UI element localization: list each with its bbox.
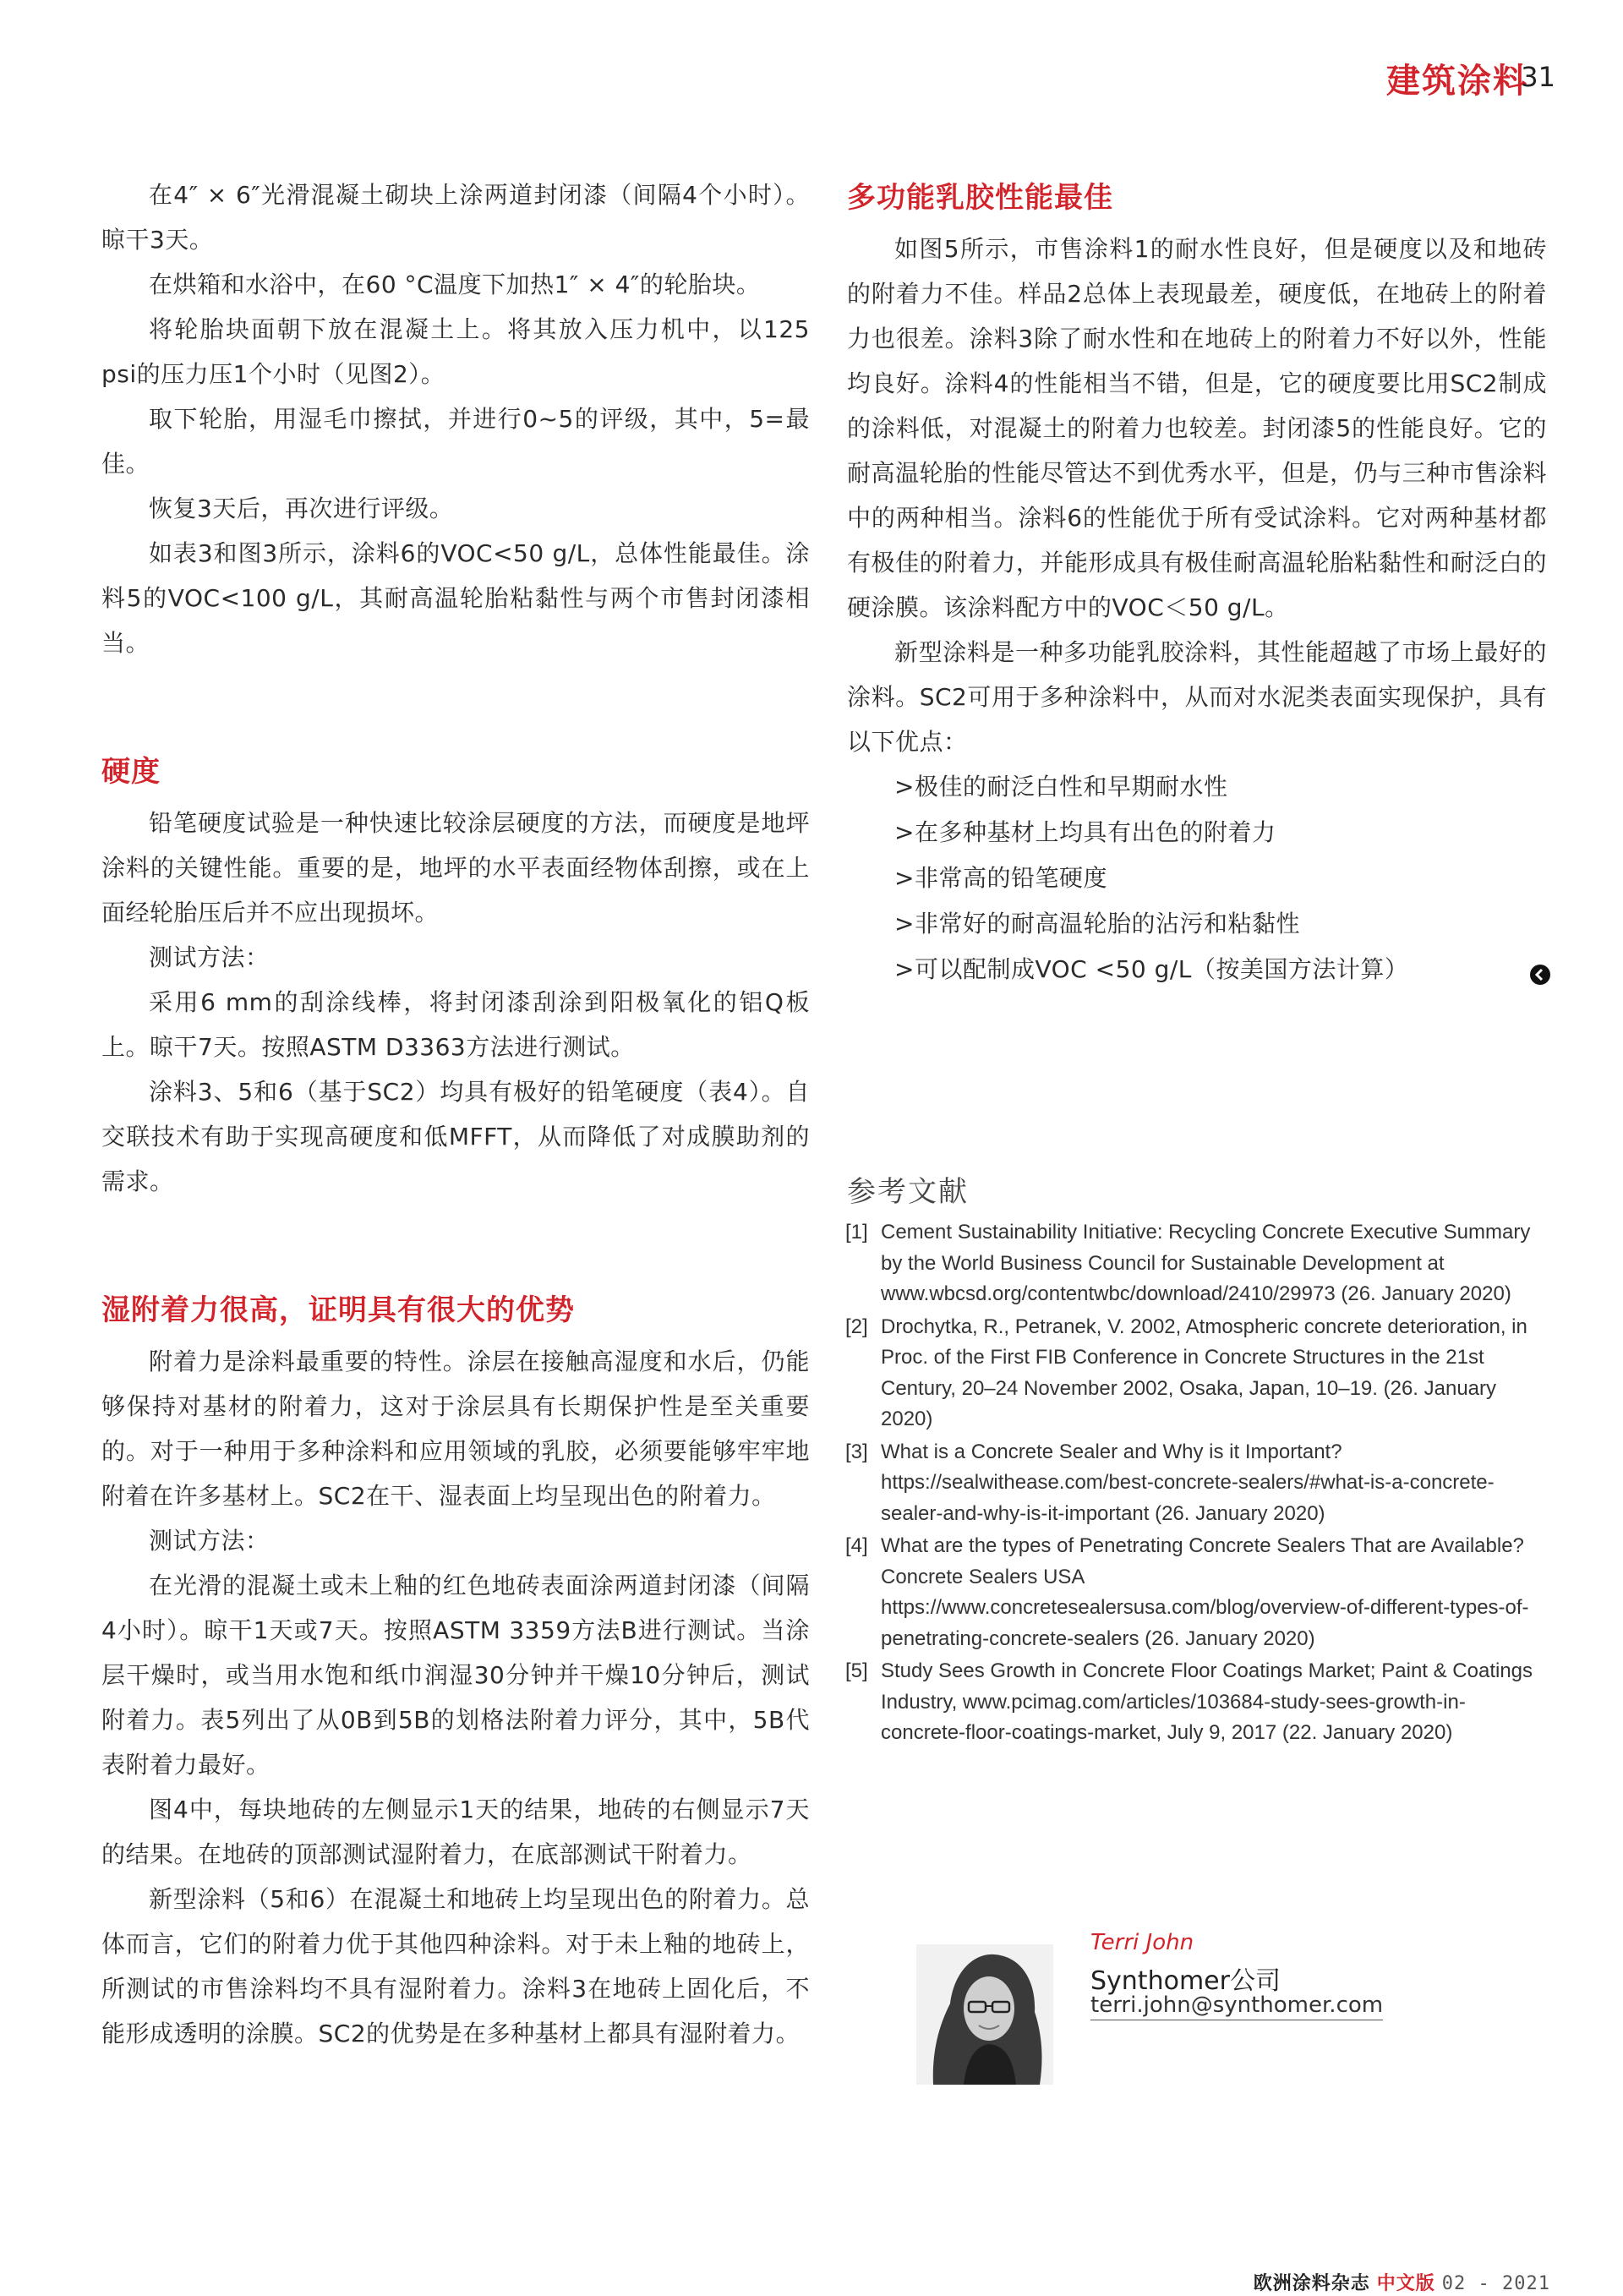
author-name: Terri John — [1090, 1930, 1194, 1955]
issue-number: 02 - 2021 — [1441, 2273, 1550, 2294]
reference-text: Cement Sustainability Initiative: Recycling Concrete Executive Summary by the World Business Council for Sustainable Development at www.wbcsd.org/contentwbc/download/2410/29973 (26. January 2020) — [881, 1221, 1531, 1305]
reference-number: [5] — [845, 1659, 868, 1682]
hardness-paragraph: 涂料3、5和6（基于SC2）均具有极好的铅笔硬度（表4）。自交联技术有助于实现高硬度和低MFFT，从而降低了对成膜助剂的需求。 — [101, 1078, 810, 1195]
reference-text: What are the types of Penetrating Concrete Sealers That are Available? Concrete Sealers USA https://www.concretesealersusa.com/blog/overview-of-different-types-of-penetrating-concrete-sealers (26. January 2020) — [881, 1534, 1529, 1650]
reference-item — [845, 1312, 1547, 1435]
multi-heading: 多功能乳胶性能最佳 — [847, 181, 1113, 215]
right-column — [847, 172, 1547, 992]
article-end-icon — [1530, 965, 1550, 985]
list-item: >非常好的耐高温轮胎的沾污和粘黏性 — [894, 910, 1300, 938]
hardness-paragraph: 测试方法： — [149, 943, 270, 971]
adhesion-paragraph: 附着力是涂料最重要的特性。涂层在接触高湿度和水后，仍能够保持对基材的附着力，这对于涂层具有长期保护性是至关重要的。对于一种用于多种涂料和应用领域的乳胶，必须要能够牢牢地附着在许多基材上。SC2在干、湿表面上均呈现出色的附着力。 — [101, 1348, 810, 1510]
intro-paragraph: 如表3和图3所示，涂料6的VOC<50 g/L，总体性能最佳。涂料5的VOC<100 g/L，其耐高温轮胎粘黏性与两个市售封闭漆相当。 — [101, 539, 810, 657]
reference-number: [3] — [845, 1440, 868, 1463]
section-title: 建筑涂料 — [1386, 62, 1528, 101]
multi-paragraph: 新型涂料是一种多功能乳胶涂料，其性能超越了市场上最好的涂料。SC2可用于多种涂料中，从而对水泥类表面实现保护，具有以下优点： — [847, 638, 1547, 756]
edition-label: 中文版 — [1376, 2273, 1435, 2294]
reference-text: Drochytka, R., Petranek, V. 2002, Atmospheric concrete deterioration, in Proc. of the First FIB Conference in Concrete Structures in the 21st Century, 20–24 November 2002, Osaka, Japan, 10–19. (26. January 2020) — [881, 1315, 1527, 1430]
reference-item — [845, 1217, 1547, 1310]
author-photo — [916, 1944, 1053, 2085]
references-title: 参考文献 — [847, 1175, 969, 1209]
list-item: >极佳的耐泛白性和早期耐水性 — [894, 773, 1228, 801]
intro-paragraph: 将轮胎块面朝下放在混凝土上。将其放入压力机中，以125 psi的压力压1个小时（见图2）。 — [101, 315, 810, 388]
left-column — [101, 172, 810, 2056]
page-number: 31 — [1521, 61, 1555, 93]
list-item: >可以配制成VOC <50 g/L（按美国方法计算） — [894, 955, 1409, 983]
adhesion-paragraph: 图4中，每块地砖的左侧显示1天的结果，地砖的右侧显示7天的结果。在地砖的顶部测试湿附着力，在底部测试干附着力。 — [101, 1796, 810, 1868]
reference-item — [845, 1437, 1547, 1530]
adhesion-heading: 湿附着力很高，证明具有很大的优势 — [101, 1293, 575, 1327]
reference-item — [845, 1531, 1547, 1654]
reference-text: What is a Concrete Sealer and Why is it Important? https://sealwithease.com/best-concrete-sealers/#what-is-a-concrete-sealer-and-why-is-it-important (26. January 2020) — [881, 1440, 1495, 1525]
reference-number: [2] — [845, 1315, 868, 1338]
list-item: >在多种基材上均具有出色的附着力 — [894, 818, 1276, 846]
reference-number: [4] — [845, 1534, 868, 1557]
list-item: >非常高的铅笔硬度 — [894, 864, 1107, 892]
reference-item — [845, 1656, 1547, 1749]
magazine-name: 欧洲涂料杂志 — [1253, 2273, 1370, 2294]
author-company: Synthomer公司 — [1090, 1966, 1281, 1996]
intro-paragraph: 在烘箱和水浴中，在60 °C温度下加热1″ × 4″的轮胎块。 — [149, 271, 761, 298]
adhesion-paragraph: 测试方法： — [149, 1527, 270, 1555]
reference-text: Study Sees Growth in Concrete Floor Coatings Market; Paint & Coatings Industry, www.pcimag.com/articles/103684-study-sees-growth-in-concrete-floor-coatings-market, July 9, 2017 (22. January 2020) — [881, 1659, 1533, 1744]
adhesion-paragraph: 新型涂料（5和6）在混凝土和地砖上均呈现出色的附着力。总体而言，它们的附着力优于其他四种涂料。对于未上釉的地砖上，所测试的市售涂料均不具有湿附着力。涂料3在地砖上固化后，不能形成透明的涂膜。SC2的优势是在多种基材上都具有湿附着力。 — [101, 1885, 810, 2047]
references-list — [845, 1217, 1547, 1751]
intro-paragraph: 恢复3天后，再次进行评级。 — [149, 495, 454, 522]
hardness-heading: 硬度 — [101, 755, 161, 789]
advantages-list — [847, 764, 1547, 992]
page-footer — [1254, 2269, 1550, 2295]
hardness-paragraph: 铅笔硬度试验是一种快速比较涂层硬度的方法，而硬度是地坪涂料的关键性能。重要的是，地坪的水平表面经物体刮擦，或在上面经轮胎压后并不应出现损坏。 — [101, 809, 810, 927]
reference-number: [1] — [845, 1221, 868, 1244]
multi-paragraph: 如图5所示，市售涂料1的耐水性良好，但是硬度以及和地砖的附着力不佳。样品2总体上表现最差，硬度低，在地砖上的附着力也很差。涂料3除了耐水性和在地砖上的附着力不好以外，性能均良好。涂料4的性能相当不错，但是，它的硬度要比用SC2制成的涂料低，对混凝土的附着力也较差。封闭漆5的性能良好。它的耐高温轮胎的性能尽管达不到优秀水平，但是，仍与三种市售涂料中的两种相当。涂料6的性能优于所有受试涂料。它对两种基材都有极佳的附着力，并能形成具有极佳耐高温轮胎粘黏性和耐泛白的硬涂膜。该涂料配方中的VOC＜50 g/L。 — [847, 235, 1547, 621]
author-email-link[interactable]: terri.john@synthomer.com — [1090, 1993, 1383, 2020]
intro-paragraph: 在4″ × 6″光滑混凝土砌块上涂两道封闭漆（间隔4个小时）。晾干3天。 — [101, 181, 810, 254]
hardness-paragraph: 采用6 mm的刮涂线棒，将封闭漆刮涂到阳极氧化的铝Q板上。晾干7天。按照ASTM D3363方法进行测试。 — [101, 988, 810, 1061]
adhesion-paragraph: 在光滑的混凝土或未上釉的红色地砖表面涂两道封闭漆（间隔4小时）。晾干1天或7天。按照ASTM 3359方法B进行测试。当涂层干燥时，或当用水饱和纸巾润湿30分钟并干燥10分钟后，测试附着力。表5列出了从0B到5B的划格法附着力评分，其中，5B代表附着力最好。 — [101, 1572, 810, 1779]
intro-paragraph: 取下轮胎，用湿毛巾擦拭，并进行0~5的评级，其中，5=最佳。 — [101, 405, 810, 478]
